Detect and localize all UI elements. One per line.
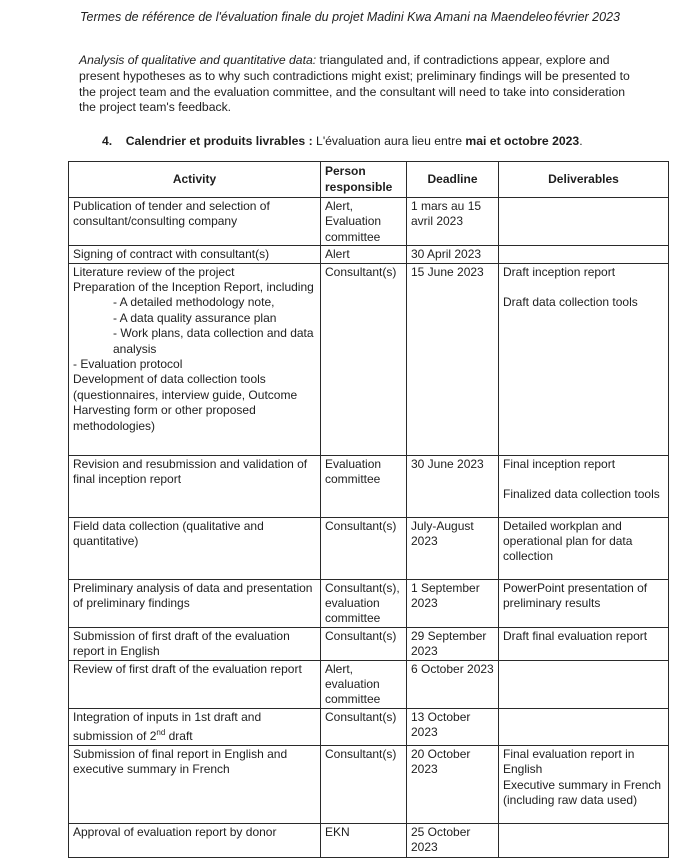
table-row — [69, 627, 669, 660]
cell-person: Evaluation committee — [321, 455, 407, 517]
table-row — [69, 745, 669, 823]
cell-deadline: 1 September 2023 — [407, 579, 499, 627]
cell-person: Consultant(s), evaluation committee — [321, 579, 407, 627]
table-row — [69, 263, 669, 455]
activity-line: Development of data collection tools (questionnaires, interview guide, Outcome Harvesting form or other proposed methodologies) — [73, 372, 298, 433]
section-title: Calendrier et produits livrables : — [125, 134, 313, 148]
document-date: février 2023 — [553, 10, 620, 24]
cell-activity: Submission of final report in English and executive summary in French — [69, 745, 321, 823]
activity-line: - A data quality assurance plan — [113, 310, 277, 325]
cell-deadline: 13 October 2023 — [407, 708, 499, 745]
deliverable-item: (including raw data used) — [503, 792, 638, 807]
cell-deadline: 30 April 2023 — [407, 246, 499, 263]
document-title: Termes de référence de l'évaluation finale du projet Madini Kwa Amani na Maendeleo — [80, 10, 553, 24]
deliverable-item: Final evaluation report in English — [503, 746, 635, 777]
cell-deadline: 15 June 2023 — [407, 263, 499, 455]
cell-person: Consultant(s) — [321, 627, 407, 660]
cell-deliverables — [499, 263, 669, 455]
table-row — [69, 579, 669, 627]
analysis-body: triangulated and, if contradictions appear, explore and present hypotheses as to why such contradictions might exist; preliminary findings will be presented to the project team and the evaluation committee, and the consultant will need to take into consideration the project team's feedback. — [79, 53, 630, 115]
table-row — [69, 517, 669, 579]
activity-text: draft — [165, 729, 193, 744]
cell-activity: Signing of contract with consultant(s) — [69, 246, 321, 263]
deliverable-item: Draft inception report — [503, 264, 616, 279]
cell-deliverables — [499, 246, 669, 263]
analysis-paragraph — [79, 53, 639, 116]
cell-activity: Publication of tender and selection of consultant/consulting company — [69, 198, 321, 246]
page-header — [80, 10, 620, 24]
cell-deliverables: PowerPoint presentation of preliminary results — [499, 579, 669, 627]
cell-deadline: 29 September 2023 — [407, 627, 499, 660]
cell-deliverables — [499, 708, 669, 745]
cell-person: Consultant(s) — [321, 263, 407, 455]
cell-person: EKN — [321, 823, 407, 857]
activity-line: - A detailed methodology note, — [113, 295, 275, 310]
activity-line: - Work plans, data collection and data analysis — [113, 326, 314, 356]
deliverable-item: Executive summary in French — [503, 777, 662, 792]
cell-person: Consultant(s) — [321, 745, 407, 823]
header-deliverables: Deliverables — [499, 162, 669, 198]
cell-activity: Field data collection (qualitative and quantitative) — [69, 517, 321, 579]
table-row — [69, 823, 669, 857]
cell-activity: Preliminary analysis of data and presentation of preliminary findings — [69, 579, 321, 627]
header-activity: Activity — [69, 162, 321, 198]
cell-person: Consultant(s) — [321, 517, 407, 579]
activity-line: Preparation of the Inception Report, including — [73, 280, 314, 295]
cell-activity — [69, 708, 321, 745]
cell-deadline: 20 October 2023 — [407, 745, 499, 823]
cell-activity: Submission of first draft of the evaluation report in English — [69, 627, 321, 660]
cell-deliverables — [499, 455, 669, 517]
table-header-row — [69, 162, 669, 198]
cell-person: Alert, Evaluation committee — [321, 198, 407, 246]
deliverable-item: Draft data collection tools — [503, 295, 638, 310]
section-heading — [102, 134, 662, 148]
activity-superscript: nd — [156, 728, 166, 738]
header-person: Person responsible — [321, 162, 407, 198]
header-deadline: Deadline — [407, 162, 499, 198]
section-period: mai et octobre 2023 — [465, 134, 580, 148]
analysis-lead: Analysis of qualitative and quantitative data: — [79, 53, 317, 67]
cell-deliverables — [499, 660, 669, 708]
cell-activity: Revision and resubmission and validation of final inception report — [69, 455, 321, 517]
cell-deadline: July-August 2023 — [407, 517, 499, 579]
section-period-end: . — [579, 134, 583, 148]
cell-deliverables — [499, 823, 669, 857]
cell-deadline: 25 October 2023 — [407, 823, 499, 857]
cell-deliverables: Draft final evaluation report — [499, 627, 669, 660]
cell-activity — [69, 263, 321, 455]
cell-activity: Review of first draft of the evaluation report — [69, 660, 321, 708]
cell-person: Consultant(s) — [321, 708, 407, 745]
cell-deadline: 30 June 2023 — [407, 455, 499, 517]
table-row — [69, 246, 669, 263]
deliverable-item: Final inception report — [503, 456, 616, 471]
cell-deadline: 1 mars au 15 avril 2023 — [407, 198, 499, 246]
deliverable-item: Finalized data collection tools — [503, 487, 660, 502]
section-number: 4. — [102, 134, 113, 148]
deliverables-table — [68, 161, 669, 858]
table-row — [69, 198, 669, 246]
cell-person: Alert — [321, 246, 407, 263]
table-row — [69, 708, 669, 745]
cell-deadline: 6 October 2023 — [407, 660, 499, 708]
table-row — [69, 660, 669, 708]
activity-line: Literature review of the project — [73, 264, 235, 279]
table-row — [69, 455, 669, 517]
cell-deliverables — [499, 198, 669, 246]
cell-person: Alert, evaluation committee — [321, 660, 407, 708]
cell-activity: Approval of evaluation report by donor — [69, 823, 321, 857]
cell-deliverables — [499, 745, 669, 823]
activity-text: Integration of inputs in 1st draft and submission of 2 — [73, 709, 262, 744]
cell-deliverables: Detailed workplan and operational plan for data collection — [499, 517, 669, 579]
section-text: L'évaluation aura lieu entre — [312, 134, 466, 148]
activity-line: - Evaluation protocol — [73, 357, 183, 372]
